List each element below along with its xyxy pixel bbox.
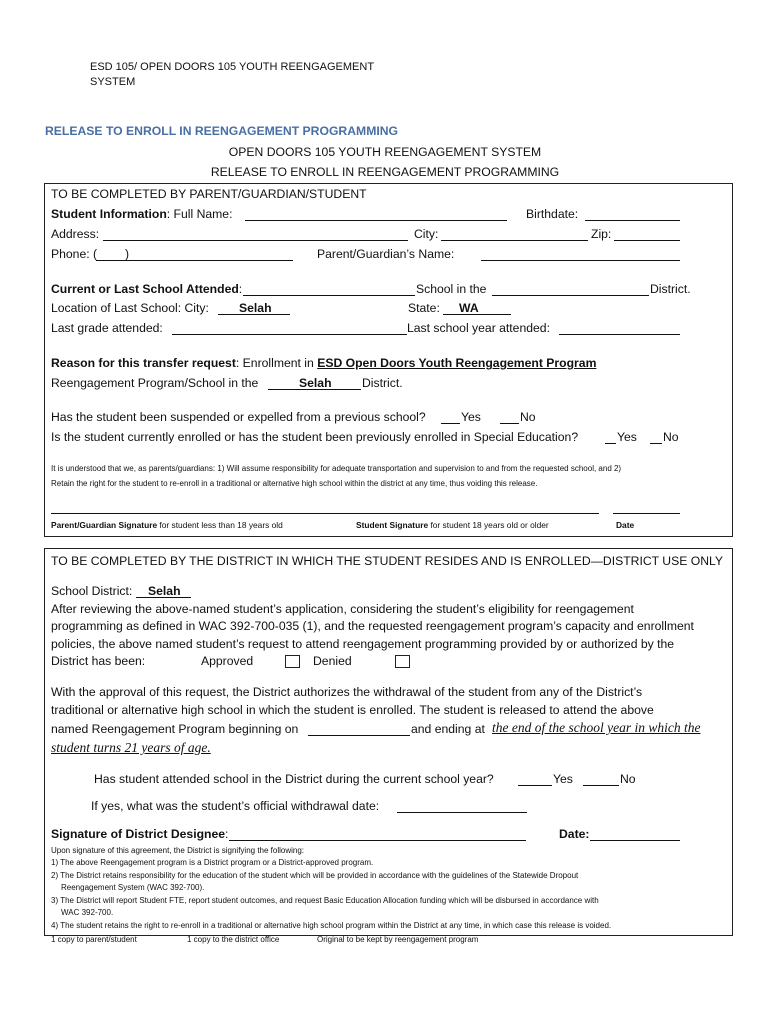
designee-date-field[interactable] xyxy=(590,840,680,841)
designee-colon: : xyxy=(225,827,229,841)
current-school-label: Current or Last School Attended xyxy=(51,282,239,296)
sped-no-label: No xyxy=(663,430,679,444)
approval-line-3-prefix: named Reengagement Program beginning on xyxy=(51,722,299,736)
address-field[interactable] xyxy=(103,240,408,241)
current-school-row xyxy=(51,282,242,296)
program-school-suffix: District. xyxy=(362,376,403,390)
sped-question: Is the student currently enrolled or has the student been previously enrolled in Special Education? xyxy=(51,430,579,444)
student-signature-caption xyxy=(356,520,549,530)
note-3a: 3) The District will report Student FTE, report student outcomes, and request Basic Education Allocation funding which will be disbursed in accordance with xyxy=(51,896,599,905)
zip-field[interactable] xyxy=(614,240,680,241)
student-info-label: Student Information xyxy=(51,207,167,221)
org-line-1: ESD 105/ OPEN DOORS 105 YOUTH REENGAGEMENT xyxy=(90,61,375,73)
city-field[interactable] xyxy=(441,240,588,241)
signature-date-label: Date xyxy=(616,520,635,530)
birthdate-field[interactable] xyxy=(585,220,680,221)
withdrawal-date-field[interactable] xyxy=(397,812,527,813)
program-school-field xyxy=(268,389,361,390)
state-value[interactable]: WA xyxy=(459,301,479,315)
approved-label: Approved xyxy=(201,654,254,668)
last-school-year-field[interactable] xyxy=(559,334,680,335)
parent-signature-label: Parent/Guardian Signature xyxy=(51,520,158,530)
attended-yes-field[interactable] xyxy=(518,785,552,786)
parent-signature-caption xyxy=(51,520,283,530)
note-2a: 2) The District retains responsibility for the education of the student which will be provided in accordance with the guidelines of the Statewide Dropout xyxy=(51,871,579,880)
review-line-1: After reviewing the above-named student’s application, considering the student’s eligibility for reengagement xyxy=(51,602,634,616)
program-school-prefix: Reengagement Program/School in the xyxy=(51,376,259,390)
location-label: Location of Last School: City: xyxy=(51,301,209,315)
program-name: ESD Open Doors Youth Reengagement Program xyxy=(317,356,597,370)
note-2b: Reengagement System (WAC 392-700). xyxy=(61,883,205,892)
parent-name-label: Parent/Guardian’s Name: xyxy=(317,247,455,261)
student-info-row xyxy=(51,207,232,221)
reason-label: Reason for this transfer request xyxy=(51,356,236,370)
approval-line-1: With the approval of this request, the District authorizes the withdrawal of the student from any of the District’s xyxy=(51,685,643,699)
designee-label: Signature of District Designee xyxy=(51,827,226,841)
last-grade-label: Last grade attended: xyxy=(51,321,163,335)
school-district-value[interactable]: Selah xyxy=(148,584,181,598)
attended-no-field[interactable] xyxy=(583,785,619,786)
approval-line-2: traditional or alternative high school in which the student is enrolled. The student is released to attend the above xyxy=(51,703,654,717)
ending-text-line-2: student turns 21 years of age. xyxy=(51,740,211,755)
note-1: 1) The above Reengagement program is a District program or a District-approved program. xyxy=(51,858,374,867)
suspended-no-label: No xyxy=(520,410,536,424)
state-label: State: xyxy=(408,301,440,315)
designee-row xyxy=(51,827,228,841)
full-name-label: : Full Name: xyxy=(166,207,233,221)
designee-date-label: Date: xyxy=(559,827,590,841)
part1-heading: TO BE COMPLETED BY PARENT/GUARDIAN/STUDENT xyxy=(51,187,367,201)
org-line-2: SYSTEM xyxy=(90,76,136,88)
suspended-yes-label: Yes xyxy=(461,410,481,424)
copy-district-office: 1 copy to the district office xyxy=(187,935,280,944)
copy-parent-student: 1 copy to parent/student xyxy=(51,935,137,944)
designee-signature-field[interactable] xyxy=(229,840,526,841)
ending-text-line-1: the end of the school year in which the xyxy=(492,720,701,735)
part2-heading: TO BE COMPLETED BY THE DISTRICT IN WHICH THE STUDENT RESIDES AND IS ENROLLED—DISTRICT USE ONLY xyxy=(51,554,724,568)
signature-line[interactable] xyxy=(51,513,599,514)
city-label: City: xyxy=(414,227,439,241)
location-city-value[interactable]: Selah xyxy=(239,301,272,315)
reason-text: : Enrollment in xyxy=(235,356,318,370)
approval-line-3-suffix: and ending at xyxy=(411,722,485,736)
note-4: 4) The student retains the right to re-enroll in a traditional or alternative high school program within the District at any time, in which case this release is voided. xyxy=(51,921,612,930)
attended-yes-label: Yes xyxy=(553,772,573,786)
student-signature-note: for student 18 years old or older xyxy=(428,520,549,530)
sped-yes-field[interactable] xyxy=(605,443,616,444)
sped-no-field[interactable] xyxy=(650,443,662,444)
parent-signature-note: for student less than 18 years old xyxy=(157,520,283,530)
note-3b: WAC 392-700. xyxy=(61,908,114,917)
phone-paren-close: ) xyxy=(125,247,130,261)
reason-row xyxy=(51,356,596,370)
full-name-field[interactable] xyxy=(245,220,507,221)
approved-checkbox[interactable] xyxy=(285,655,300,668)
last-grade-field[interactable] xyxy=(172,334,407,335)
signature-date-line[interactable] xyxy=(613,513,680,514)
review-line-3: policies, the above named student’s request to attend reengagement programming provided by or authorized by the xyxy=(51,637,675,651)
suspended-yes-field[interactable] xyxy=(441,423,460,424)
state-field xyxy=(443,314,511,315)
current-school-colon: : xyxy=(238,282,243,296)
school-district-label: School District: xyxy=(51,584,133,598)
location-city-field xyxy=(218,314,290,315)
review-line-2: programming as defined in WAC 392-700-035 (1), and the requested reengagement program’s capacity and enrollment xyxy=(51,619,694,633)
withdrawal-question: If yes, what was the student’s official withdrawal date: xyxy=(91,799,380,813)
current-school-field[interactable] xyxy=(243,295,415,296)
section-title: RELEASE TO ENROLL IN REENGAGEMENT PROGRAMMING xyxy=(45,124,399,138)
suspended-question: Has the student been suspended or expelled from a previous school? xyxy=(51,410,426,424)
suspended-no-field[interactable] xyxy=(500,423,519,424)
phone-field[interactable] xyxy=(96,260,293,261)
school-district-field[interactable] xyxy=(492,295,649,296)
birthdate-label: Birthdate: xyxy=(526,207,579,221)
attended-question: Has student attended school in the District during the current school year? xyxy=(94,772,494,786)
sped-yes-label: Yes xyxy=(617,430,637,444)
attended-no-label: No xyxy=(620,772,636,786)
copy-original: Original to be kept by reengagement program xyxy=(317,935,479,944)
student-signature-label: Student Signature xyxy=(356,520,429,530)
parent-name-field[interactable] xyxy=(481,260,680,261)
form-title-line-1: OPEN DOORS 105 YOUTH REENGAGEMENT SYSTEM xyxy=(228,145,542,159)
program-school-value[interactable]: Selah xyxy=(299,376,332,390)
district-label: District. xyxy=(650,282,691,296)
review-line-4: District has been: xyxy=(51,654,146,668)
zip-label: Zip: xyxy=(591,227,612,241)
denied-checkbox[interactable] xyxy=(395,655,410,668)
beginning-date-field[interactable] xyxy=(308,735,410,736)
school-in-the-label: School in the xyxy=(416,282,487,296)
phone-label: Phone: ( xyxy=(51,247,98,261)
address-label: Address: xyxy=(51,227,100,241)
form-title-line-2: RELEASE TO ENROLL IN REENGAGEMENT PROGRAMMING xyxy=(210,165,560,179)
understood-line-1: It is understood that we, as parents/guardians: 1) Will assume responsibility for adequate transportation and supervision to and from the requested school, and 2) xyxy=(51,464,622,473)
understood-line-2: Retain the right for the student to re-enroll in a traditional or alternative high school within the district at any time, thus voiding this release. xyxy=(51,479,538,488)
last-school-year-label: Last school year attended: xyxy=(407,321,550,335)
denied-label: Denied xyxy=(313,654,352,668)
school-district-field xyxy=(136,597,191,598)
notes-intro: Upon signature of this agreement, the District is signifying the following: xyxy=(51,846,305,855)
